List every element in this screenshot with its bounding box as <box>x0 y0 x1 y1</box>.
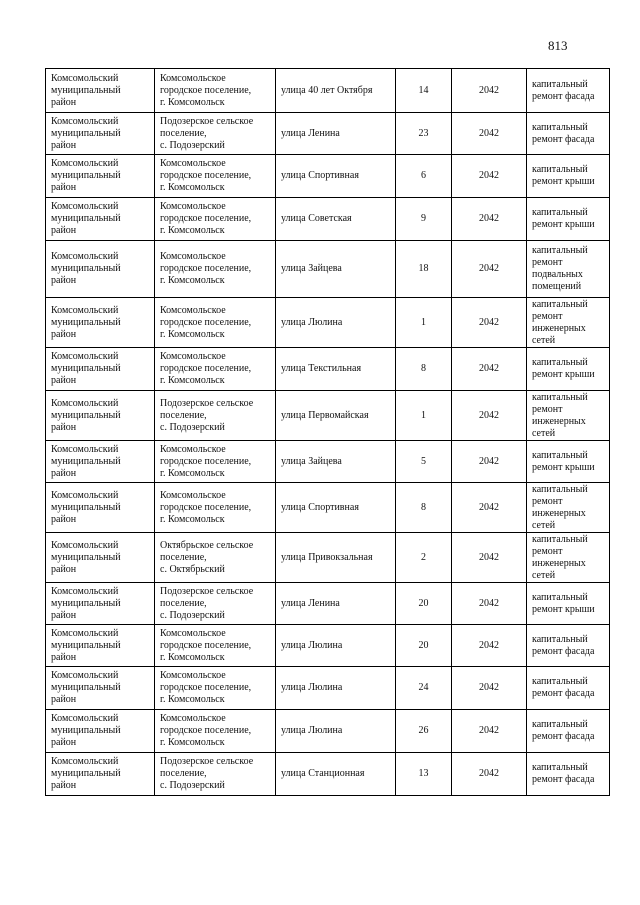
year-cell: 2042 <box>452 441 527 483</box>
district-cell: Комсомольский муниципальный район <box>46 441 155 483</box>
settlement-cell: Комсомольское городское поселение, г. Комсомольск <box>155 483 276 533</box>
district-cell: Комсомольский муниципальный район <box>46 710 155 753</box>
district-cell: Комсомольский муниципальный район <box>46 583 155 625</box>
district-cell: Комсомольский муниципальный район <box>46 391 155 441</box>
year-cell: 2042 <box>452 753 527 796</box>
work-type-cell: капитальный ремонт крыши <box>527 155 610 198</box>
year-cell: 2042 <box>452 583 527 625</box>
year-cell: 2042 <box>452 113 527 155</box>
page-number: 813 <box>548 38 568 53</box>
work-type-cell: капитальный ремонт крыши <box>527 583 610 625</box>
district-cell: Комсомольский муниципальный район <box>46 348 155 391</box>
house-number-cell: 5 <box>396 441 452 483</box>
settlement-cell: Подозерское сельское поселение, с. Подозерский <box>155 391 276 441</box>
settlement-cell: Комсомольское городское поселение, г. Комсомольск <box>155 241 276 298</box>
work-type-cell: капитальный ремонт фасада <box>527 710 610 753</box>
table-row <box>46 348 610 391</box>
street-cell: улица Станционная <box>276 753 396 796</box>
table-row <box>46 113 610 155</box>
settlement-cell: Комсомольское городское поселение, г. Комсомольск <box>155 155 276 198</box>
district-cell: Комсомольский муниципальный район <box>46 113 155 155</box>
work-type-cell: капитальный ремонт инженерных сетей <box>527 483 610 533</box>
street-cell: улица 40 лет Октября <box>276 69 396 113</box>
work-type-cell: капитальный ремонт фасада <box>527 113 610 155</box>
year-cell: 2042 <box>452 241 527 298</box>
work-type-cell: капитальный ремонт фасада <box>527 69 610 113</box>
house-number-cell: 24 <box>396 667 452 710</box>
street-cell: улица Текстильная <box>276 348 396 391</box>
house-number-cell: 13 <box>396 753 452 796</box>
street-cell: улица Первомайская <box>276 391 396 441</box>
table-row <box>46 298 610 348</box>
table-row <box>46 441 610 483</box>
house-number-cell: 26 <box>396 710 452 753</box>
settlement-cell: Комсомольское городское поселение, г. Комсомольск <box>155 198 276 241</box>
district-cell: Комсомольский муниципальный район <box>46 667 155 710</box>
settlement-cell: Комсомольское городское поселение, г. Комсомольск <box>155 298 276 348</box>
table-row <box>46 533 610 583</box>
work-type-cell: капитальный ремонт фасада <box>527 667 610 710</box>
table-row <box>46 69 610 113</box>
repair-schedule-table <box>45 68 610 796</box>
settlement-cell: Подозерское сельское поселение, с. Подозерский <box>155 753 276 796</box>
district-cell: Комсомольский муниципальный район <box>46 753 155 796</box>
house-number-cell: 18 <box>396 241 452 298</box>
work-type-cell: капитальный ремонт фасада <box>527 753 610 796</box>
street-cell: улица Зайцева <box>276 441 396 483</box>
year-cell: 2042 <box>452 533 527 583</box>
district-cell: Комсомольский муниципальный район <box>46 241 155 298</box>
house-number-cell: 6 <box>396 155 452 198</box>
district-cell: Комсомольский муниципальный район <box>46 625 155 667</box>
settlement-cell: Подозерское сельское поселение, с. Подозерский <box>155 113 276 155</box>
work-type-cell: капитальный ремонт крыши <box>527 348 610 391</box>
table-row <box>46 241 610 298</box>
year-cell: 2042 <box>452 667 527 710</box>
work-type-cell: капитальный ремонт подвальных помещений <box>527 241 610 298</box>
year-cell: 2042 <box>452 391 527 441</box>
year-cell: 2042 <box>452 483 527 533</box>
work-type-cell: капитальный ремонт инженерных сетей <box>527 298 610 348</box>
house-number-cell: 14 <box>396 69 452 113</box>
table-row <box>46 583 610 625</box>
street-cell: улица Люлина <box>276 625 396 667</box>
district-cell: Комсомольский муниципальный район <box>46 198 155 241</box>
street-cell: улица Ленина <box>276 583 396 625</box>
year-cell: 2042 <box>452 348 527 391</box>
table-row <box>46 667 610 710</box>
table-row <box>46 391 610 441</box>
house-number-cell: 9 <box>396 198 452 241</box>
work-type-cell: капитальный ремонт инженерных сетей <box>527 391 610 441</box>
street-cell: улица Спортивная <box>276 155 396 198</box>
table-row <box>46 625 610 667</box>
year-cell: 2042 <box>452 298 527 348</box>
house-number-cell: 1 <box>396 298 452 348</box>
district-cell: Комсомольский муниципальный район <box>46 533 155 583</box>
district-cell: Комсомольский муниципальный район <box>46 155 155 198</box>
table-row <box>46 155 610 198</box>
work-type-cell: капитальный ремонт крыши <box>527 198 610 241</box>
house-number-cell: 8 <box>396 348 452 391</box>
house-number-cell: 8 <box>396 483 452 533</box>
district-cell: Комсомольский муниципальный район <box>46 69 155 113</box>
street-cell: улица Люлина <box>276 298 396 348</box>
work-type-cell: капитальный ремонт инженерных сетей <box>527 533 610 583</box>
settlement-cell: Комсомольское городское поселение, г. Комсомольск <box>155 667 276 710</box>
settlement-cell: Комсомольское городское поселение, г. Комсомольск <box>155 710 276 753</box>
settlement-cell: Комсомольское городское поселение, г. Комсомольск <box>155 441 276 483</box>
settlement-cell: Подозерское сельское поселение, с. Подозерский <box>155 583 276 625</box>
table-row <box>46 710 610 753</box>
district-cell: Комсомольский муниципальный район <box>46 298 155 348</box>
table-body <box>46 69 610 796</box>
year-cell: 2042 <box>452 710 527 753</box>
house-number-cell: 2 <box>396 533 452 583</box>
work-type-cell: капитальный ремонт фасада <box>527 625 610 667</box>
district-cell: Комсомольский муниципальный район <box>46 483 155 533</box>
table-row <box>46 753 610 796</box>
year-cell: 2042 <box>452 198 527 241</box>
year-cell: 2042 <box>452 155 527 198</box>
street-cell: улица Люлина <box>276 710 396 753</box>
street-cell: улица Зайцева <box>276 241 396 298</box>
street-cell: улица Люлина <box>276 667 396 710</box>
settlement-cell: Октябрьское сельское поселение, с. Октябрьский <box>155 533 276 583</box>
house-number-cell: 1 <box>396 391 452 441</box>
house-number-cell: 20 <box>396 625 452 667</box>
year-cell: 2042 <box>452 625 527 667</box>
settlement-cell: Комсомольское городское поселение, г. Комсомольск <box>155 69 276 113</box>
street-cell: улица Ленина <box>276 113 396 155</box>
house-number-cell: 23 <box>396 113 452 155</box>
settlement-cell: Комсомольское городское поселение, г. Комсомольск <box>155 348 276 391</box>
table-row <box>46 483 610 533</box>
work-type-cell: капитальный ремонт крыши <box>527 441 610 483</box>
street-cell: улица Привокзальная <box>276 533 396 583</box>
table-row <box>46 198 610 241</box>
settlement-cell: Комсомольское городское поселение, г. Комсомольск <box>155 625 276 667</box>
street-cell: улица Советская <box>276 198 396 241</box>
street-cell: улица Спортивная <box>276 483 396 533</box>
house-number-cell: 20 <box>396 583 452 625</box>
year-cell: 2042 <box>452 69 527 113</box>
